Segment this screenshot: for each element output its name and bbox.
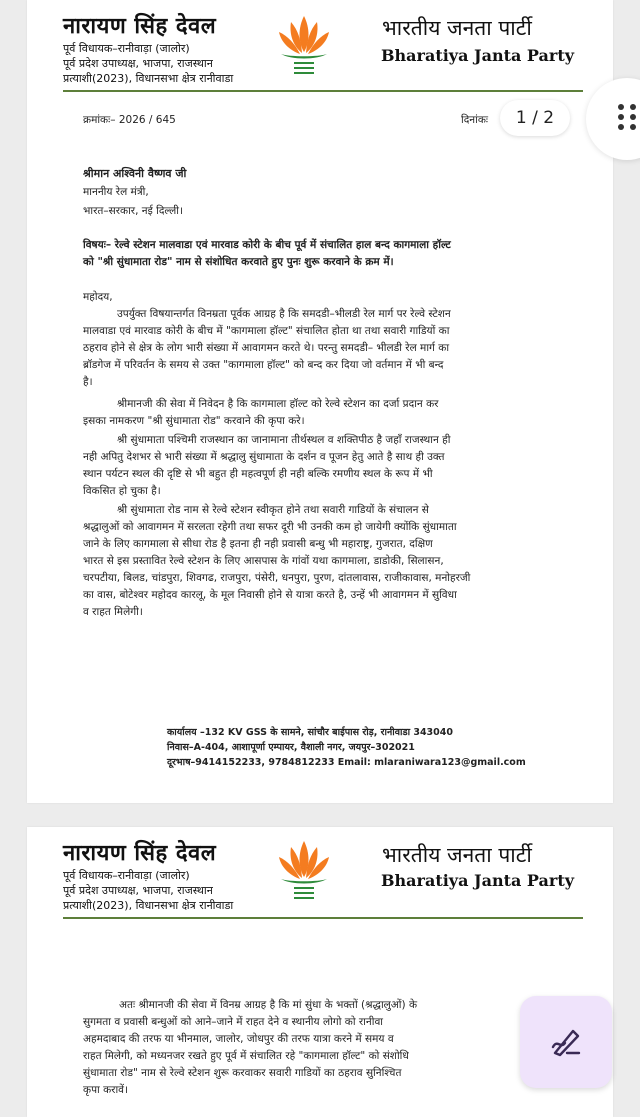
text-line: सुगमता व प्रवासी बन्धुओं को आने–जाने में राहत देने व स्थानीय लोगो को रानीवा xyxy=(83,1016,383,1028)
letterhead-name: नारायण सिंह देवल xyxy=(63,14,217,39)
text-line: विकसित हो चुका है। xyxy=(83,485,161,497)
text-line: का वास, बोटेश्वर महोदव कारलू, के मूल निवासी होने से यात्रा करते है, उन्हें भी आवागमन में सुविधा xyxy=(83,589,457,601)
text-line: श्री सुंधामाता पश्चिमी राजस्थान का जानामाना तीर्थस्थल व शक्तिपीठ है जहाँ राजस्थान ही xyxy=(117,434,451,446)
letterhead-line-1: पूर्व विधायक–रानीवाड़ा (जालोर) xyxy=(63,869,190,882)
footer-contact: दूरभाष–9414152233, 9784812233 Email: mlaraniwara123@gmail.com xyxy=(167,757,526,768)
reference-number: क्रमांकः– 2026 / 645 xyxy=(83,114,176,126)
letterhead-line-3: प्रत्याशी(2023), विधानसभा क्षेत्र रानीवाडा xyxy=(63,72,234,85)
text-line: है। xyxy=(83,376,93,388)
text-line: मालवाडा एवं मारवाड कोरी के बीच में "कागमाला हॉल्ट" संचालित होता था तथा सवारी गाडियों का xyxy=(83,325,450,337)
text-line: भारत से इस प्रस्तावित रेल्वे स्टेशन के लिए आसपास के गांवों यथा कागमाला, डाडोकी, सिलासन, xyxy=(83,555,444,567)
salutation: महोदय, xyxy=(83,291,113,303)
party-name-hindi: भारतीय जनता पार्टी xyxy=(382,843,532,867)
text-line: ब्रॉडगेज में परिवर्तन के समय से उक्त "कागमाला हॉल्ट" को बन्द कर दिया जो वर्तमान में भी बन्द xyxy=(83,359,444,371)
text-line: जाने के लिए कागमाला से सीधा रोड है इतना ही नही प्रवासी बन्धु भी महाराष्ट्र, गुजरात, दक्षिण xyxy=(83,538,433,550)
date-label: दिनांकः xyxy=(461,114,489,126)
sign-document-button[interactable] xyxy=(520,996,612,1088)
page-indicator: 1 / 2 xyxy=(500,100,570,136)
addressee-title: माननीय रेल मंत्री, xyxy=(83,186,149,198)
subject-line-1: विषयः– रेल्वे स्टेशन मालवाडा एवं मारवाड कोरी के बीच पूर्व में संचालित हाल बन्द कागमाला हॉल्ट xyxy=(83,239,451,251)
addressee-place: भारत–सरकार, नई दिल्ली। xyxy=(83,205,183,217)
footer-office-address: कार्यालय –132 KV GSS के सामने, सांचौर बाईपास रोड़, रानीवाडा 343040 xyxy=(167,727,453,738)
text-line: उपर्युक्त विषयान्तर्गत विनम्रता पूर्वक आग्रह है कि समदडी–भीलडी रेल मार्ग पर रेल्वे स्टेशन xyxy=(117,308,451,320)
letterhead-line-1: पूर्व विधायक–रानीवाड़ा (जालोर) xyxy=(63,42,190,55)
footer-residence-address: निवास–A-404, आशापूर्णा एम्पायर, वैशाली नगर, जयपुर–302021 xyxy=(167,742,415,753)
paragraph-4 xyxy=(83,502,587,621)
subject xyxy=(83,237,587,271)
paragraph-2 xyxy=(83,396,587,430)
text-line: इसका नामकरण "श्री सुंधामाता रोड" करवाने की कृपा करे। xyxy=(83,415,305,427)
paragraph-1 xyxy=(83,306,587,391)
text-line: चरपटीया, बिलड, चांडपुरा, शिवगढ, राजपुरा, पंसेरी, धनपुरा, पुरण, दांतलावास, राजीकावास, मनोहरजी xyxy=(83,572,471,584)
letterhead-line-3: प्रत्याशी(2023), विधानसभा क्षेत्र रानीवाडा xyxy=(63,899,234,912)
party-name-hindi: भारतीय जनता पार्टी xyxy=(382,16,532,40)
text-line: व राहत मिलेगी। xyxy=(83,606,143,618)
letterhead-line-2: पूर्व प्रदेश उपाध्यक्ष, भाजपा, राजस्थान xyxy=(63,57,213,70)
paragraph-3 xyxy=(83,432,587,500)
letterhead-line-2: पूर्व प्रदेश उपाध्यक्ष, भाजपा, राजस्थान xyxy=(63,884,213,897)
party-name-english: Bharatiya Janta Party xyxy=(381,871,575,890)
page2-paragraph xyxy=(83,997,587,1099)
text-line: स्थान पर्यटन स्थल की दृष्टि से भी बहुत ही महत्वपूर्ण ही नही बल्कि रमणीय स्थल के रूप में भी xyxy=(83,468,433,480)
header-divider xyxy=(63,90,583,92)
text-line: श्रीमानजी की सेवा में निवेदन है कि कागमाला हॉल्ट को रेल्वे स्टेशन का दर्जा प्रदान कर xyxy=(117,398,439,410)
bjp-lotus-logo xyxy=(271,10,337,80)
text-line: श्री सुंधामाता रोड नाम से रेल्वे स्टेशन स्वीकृत होने तथा सवारी गाडियों के संचालन से xyxy=(117,504,429,516)
subject-line-2: को "श्री सुंधामाता रोड" नाम से संशोधित करवाते हुए पुनः शुरू करवाने के क्रम में। xyxy=(83,256,394,268)
signature-pen-icon xyxy=(549,1025,583,1059)
text-line: नही अपितु देशभर से भारी संख्या में श्रद्धालु सुंधामाता के दर्शन व पूजन हेतु आते है साथ ही उक्त xyxy=(83,451,445,463)
text-line: ठहराव होने से क्षेत्र के लोग भारी संख्या में आवागमन करते थे। परन्तु समदडी– भीलडी रेल मार्ग का xyxy=(83,342,450,354)
text-line: श्रद्धालुओं को आवागमन में सरलता रहेगी तथा सफर दूरी भी उनकी कम हो जायेगी क्योंकि सुंधामाता xyxy=(83,521,457,533)
text-line: कृपा करावें। xyxy=(83,1084,128,1096)
text-line: राहत मिलेगी, को मध्यनजर रखते हुए पूर्व में संचालित रहे "कागमाला हॉल्ट" को संशोधि xyxy=(83,1050,409,1062)
letterhead-name: नारायण सिंह देवल xyxy=(63,841,217,866)
text-line: अहमदाबाद की तरफ या भीनमाल, जालोर, जोधपुर की तरफ यात्रा करने में समय व xyxy=(83,1033,394,1045)
more-dots-icon xyxy=(618,104,637,130)
party-name-english: Bharatiya Janta Party xyxy=(381,46,575,65)
header-divider xyxy=(63,917,583,919)
text-line: सुंधामाता रोड" नाम से रेल्वे स्टेशन शुरू करवाकर सवारी गाडियों का ठहराव सुनिश्चित xyxy=(83,1067,402,1079)
addressee-name: श्रीमान अश्विनी वैष्णव जी xyxy=(83,167,187,180)
bjp-lotus-logo xyxy=(271,835,337,905)
text-line: अतः श्रीमानजी की सेवा में विनम्र आग्रह है कि मां सुंधा के भक्तों (श्रद्धालुओं) के xyxy=(119,999,418,1011)
